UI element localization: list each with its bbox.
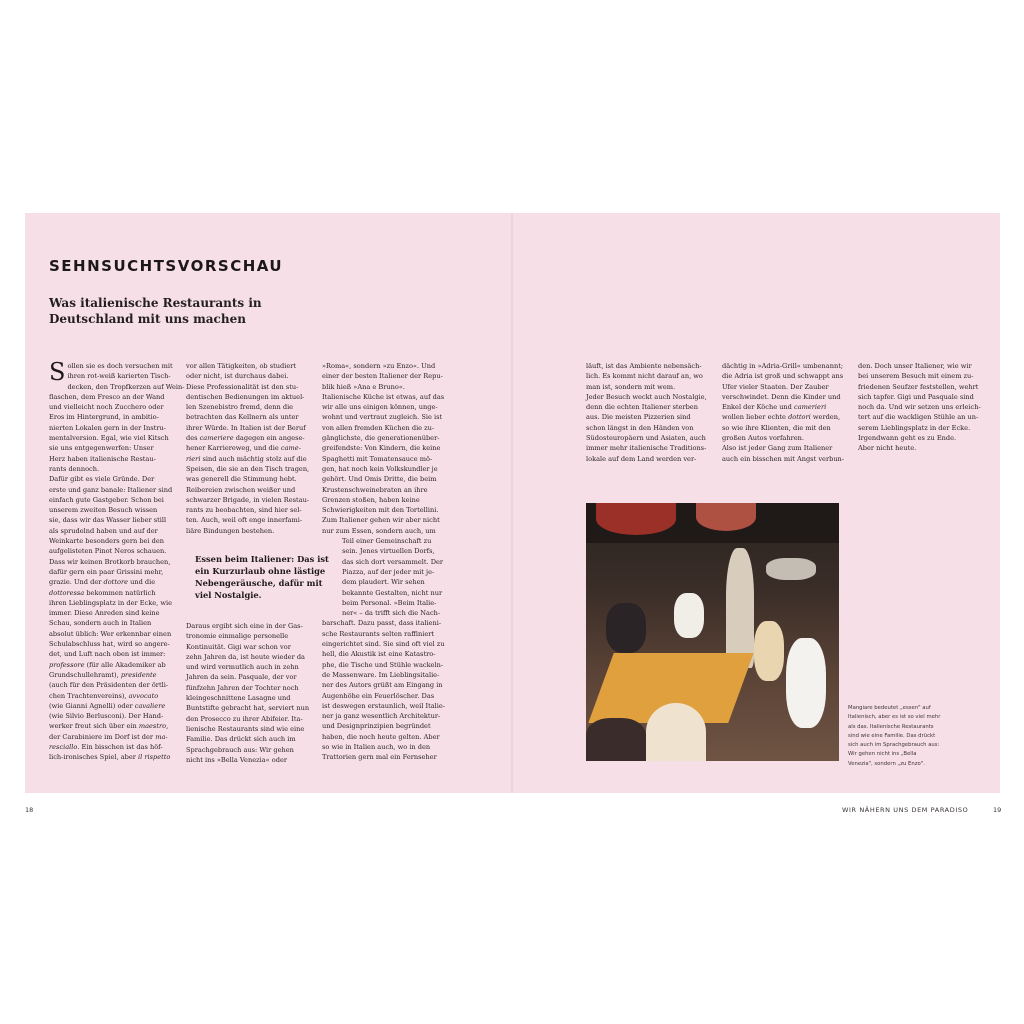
text-line: und Designprinzipien begründet xyxy=(322,722,431,731)
text-line: lich-ironisches Spiel, aber il rispetto xyxy=(49,753,171,762)
text-line: Teil einer Gemeinschaft zu xyxy=(342,537,432,546)
text-line: »Roma«, sondern »zu Enzo«. Und xyxy=(322,362,436,370)
text-line: ner ja ganz wesentlich Architektur- xyxy=(322,712,441,721)
text-column-5 xyxy=(722,361,845,464)
text-line: Trattorien gern mal ein Fernseher xyxy=(322,753,437,762)
text-line: auch ein bisschen mit Angst verbun- xyxy=(722,454,845,463)
text-line: ten. Auch, weil oft enge innerfami- xyxy=(186,516,303,525)
text-line: aufgelisteten Pinot Neros schauen. xyxy=(49,547,167,556)
text-line: gen, hat noch kein Volkskundler je xyxy=(322,464,438,473)
text-line: sie uns entgegenwerfen: Unser xyxy=(49,444,154,453)
text-line: dafür gern ein paar Grissini mehr, xyxy=(49,567,164,576)
text-line: immer. Diese Anreden sind keine xyxy=(49,609,160,618)
text-line: und wird vermutlich auch in zehn xyxy=(186,663,299,672)
text-line: wir alle uns einigen können, unge- xyxy=(322,403,438,412)
text-line: Ufer vieler Staaten. Der Zauber xyxy=(722,382,829,391)
text-line: Reibereien zwischen weißer und xyxy=(186,485,296,494)
text-line: fünfzehn Jahren der Tochter noch xyxy=(186,683,299,692)
page-number-left: 18 xyxy=(25,806,34,814)
text-line: Italienisch, aber es ist so viel mehr xyxy=(848,714,941,721)
running-head: WIR NÄHERN UNS DEM PARADISO xyxy=(842,806,969,814)
text-line: eingerichtet sind. Sie sind oft viel zu xyxy=(322,640,445,649)
text-line: rants zu beobachten, sind hier sel- xyxy=(186,506,302,515)
text-line: ist deswegen erstaunlich, weil Italie- xyxy=(322,701,446,710)
text-line: liäre Bindungen bestehen. xyxy=(186,526,275,535)
text-line: des cameriere dagegen ein angese- xyxy=(186,434,305,443)
text-line: vor allen Tätigkeiten, ob studiert xyxy=(186,362,297,370)
text-line: lokale auf dem Land werden ver- xyxy=(586,454,697,463)
text-line: (wie Silvio Berlusconi). Der Hand- xyxy=(49,712,164,721)
text-line: nierten Lokalen gern in der Instru- xyxy=(49,423,166,432)
text-line: tronomie einmalige personelle xyxy=(186,632,289,641)
text-line: viel Nostalgie. xyxy=(195,590,262,600)
text-line: Schwierigkeiten mit den Tortellini. xyxy=(322,506,439,515)
text-line: die Adria ist groß und schwappt ans xyxy=(722,372,844,381)
text-column-6 xyxy=(858,361,981,454)
text-column-2 xyxy=(186,361,309,536)
text-line: verschwindet. Denn die Kinder und xyxy=(722,392,841,401)
text-line: Grenzen stoßen, haben keine xyxy=(322,495,420,504)
text-line: Essen beim Italiener: Das ist xyxy=(195,554,329,564)
text-line: mentalversion. Egal, wie viel Kitsch xyxy=(49,434,169,443)
text-line: was generell die Stimmung hebt. xyxy=(186,475,297,484)
text-line: absolut üblich: Wer erkennbar einen xyxy=(49,629,172,638)
text-line: Daraus ergibt sich eine in der Gas- xyxy=(186,622,303,630)
text-line: flaschen, dem Fresco an der Wand xyxy=(49,392,165,401)
text-line: Eros im Hintergrund, in ambitio- xyxy=(49,413,159,422)
restaurant-photo xyxy=(586,503,839,761)
text-line: beim Personal. »Beim Italie- xyxy=(342,598,437,607)
text-line: ihrer Würde. In Italien ist der Beruf xyxy=(186,423,306,432)
text-line: bekannte Gestalten, nicht nur xyxy=(342,588,443,597)
text-line: Diese Professionalität ist den stu- xyxy=(186,382,299,391)
text-line: phe, die Tische und Stühle wackeln- xyxy=(322,660,444,669)
text-line: Irgendwann geht es zu Ende. xyxy=(858,434,957,443)
text-line: so wie in Italien auch, wo in den xyxy=(322,742,431,751)
text-line: von allen fremden Küchen die zu- xyxy=(322,423,435,432)
text-line: sich tapfer. Gigi und Pasquale sind xyxy=(858,392,974,401)
text-line: Schulabschluss hat, wird so angere- xyxy=(49,640,170,649)
text-line: Aber nicht heute. xyxy=(858,444,917,453)
drop-cap: S xyxy=(49,358,66,386)
text-line: ner des Autors grüßt am Eingang in xyxy=(322,681,443,690)
text-line: sein. Jenes virtuellen Dorfs, xyxy=(342,547,435,556)
text-line: sie, dass wir das Wasser lieber still xyxy=(49,516,167,525)
text-line: chen Trachtenvereins), avvocato xyxy=(49,691,159,700)
text-line: schon längst in den Händen von xyxy=(586,423,694,432)
text-line: Grundschullehramt), presidente xyxy=(49,670,157,679)
text-line: ein Kurzurlaub ohne lästige xyxy=(195,566,326,576)
text-line: rieri sind auch mächtig stolz auf die xyxy=(186,454,307,463)
text-line: werker freut sich über ein maestro, xyxy=(49,722,169,731)
text-line: rants dennoch. xyxy=(49,464,100,473)
text-line: Familie. Das drückt sich auch im xyxy=(186,735,296,744)
text-line: ner« – da trifft sich die Nach- xyxy=(342,609,441,618)
text-line: (wie Gianni Agnelli) oder cavaliere xyxy=(49,701,166,710)
text-line: len Szenebistro fremd, denn die xyxy=(186,403,294,412)
text-line: bei unserem Besuch mit einem zu- xyxy=(858,372,974,381)
text-line: Nebengeräusche, dafür mit xyxy=(195,578,323,588)
article-subheading: Was italienische Restaurants in Deutschland mit uns machen xyxy=(49,296,262,326)
text-line: Zum Italiener gehen wir aber nicht xyxy=(322,516,440,525)
article-heading: SEHNSUCHTSVORSCHAU xyxy=(49,257,284,275)
text-line: Venezia", sondern „zu Enzo". xyxy=(848,760,925,767)
text-line: dentischen Bedienungen im aktuel- xyxy=(186,392,305,401)
text-column-1 xyxy=(49,358,185,763)
text-line: nur zum Essen, sondern auch, um xyxy=(322,526,436,535)
text-column-4 xyxy=(586,361,709,464)
text-line: einer der besten Italiener der Repu- xyxy=(322,372,443,381)
photo-caption xyxy=(848,704,983,769)
text-line: dottoressa bekommen natürlich xyxy=(49,588,156,597)
page-number-right: 19 xyxy=(993,806,1002,814)
text-line: gänglichste, die generationenüber- xyxy=(322,434,440,443)
text-line: Also ist jeder Gang zum Italiener xyxy=(722,444,833,453)
text-line: so wie ihre Klienten, die mit den xyxy=(722,423,831,432)
text-line: Italienische Küche ist etwas, auf das xyxy=(322,392,445,401)
text-line: der Carabiniere im Dorf ist der ma- xyxy=(49,732,168,741)
text-line: Kontinuität. Gigi war schon vor xyxy=(186,642,291,651)
text-line: immer mehr italienische Traditions- xyxy=(586,444,707,453)
text-line: wohnt und vertraut zugleich. Sie ist xyxy=(322,413,443,422)
text-line: den Prosecco zu ihrer Abifeier. Ita- xyxy=(186,714,303,723)
text-line: Mangiare bedeutet „essen" auf xyxy=(848,705,931,711)
text-line: nicht ins »Bella Venezia« oder xyxy=(186,755,287,764)
text-line: decken, den Tropfkerzen auf Wein- xyxy=(67,382,185,391)
text-line: greifendste: Von Kindern, die keine xyxy=(322,444,441,453)
text-line: Wir gehen nicht ins „Bella xyxy=(848,751,917,758)
text-line: unserem zweiten Besuch wissen xyxy=(49,506,158,515)
text-line: ihren rot-weiß karierten Tisch- xyxy=(67,372,171,381)
text-line: als das. Italienische Restaurants xyxy=(848,723,934,730)
pull-quote xyxy=(195,553,329,601)
text-line: de Massenware. Im Lieblingsitalie- xyxy=(322,670,440,679)
text-line: lich. Es kommt nicht darauf an, wo xyxy=(586,372,703,381)
text-line: resciallo. Ein bisschen ist das höf- xyxy=(49,742,163,751)
text-line: Herz haben italienische Restau- xyxy=(49,454,156,463)
spine-gutter xyxy=(511,213,513,793)
text-line: kleingeschnittene Lasagne und xyxy=(186,694,291,703)
text-line: läuft, ist das Ambiente nebensäch- xyxy=(586,362,702,370)
text-line: schwarzer Brigade, in vielen Restau- xyxy=(186,495,310,504)
text-line: man ist, sondern mit wem. xyxy=(586,382,676,391)
text-line: dächtig in »Adria-Grill« umbenannt; xyxy=(722,362,844,370)
text-line: lienische Restaurants sind wie eine xyxy=(186,724,305,733)
text-line: Spaghetti mit Tomatensauce mö- xyxy=(322,454,433,463)
text-line: Schau, sondern auch in Italien xyxy=(49,619,152,628)
text-line: Dafür gibt es viele Gründe. Der xyxy=(49,475,155,484)
text-line: wollen lieber echte dottori werden, xyxy=(722,413,841,422)
text-line: (auch für den Präsidenten der örtli- xyxy=(49,681,169,690)
text-line: denn die echten Italiener sterben xyxy=(586,403,698,412)
text-column-2-continued xyxy=(186,621,309,765)
text-line: gehört. Und Omis Dritte, die beim xyxy=(322,475,437,484)
text-line: professore (für alle Akademiker ab xyxy=(49,660,166,669)
text-line: grazie. Und der dottore und die xyxy=(49,578,156,587)
text-line: und vielleicht noch Zucchero oder xyxy=(49,403,164,412)
text-line: den. Doch unser Italiener, wie wir xyxy=(858,362,972,370)
text-column-3 xyxy=(322,361,445,763)
text-line: sche Restaurants selten raffiniert xyxy=(322,629,435,638)
text-line: Krustenschweinebraten an ihre xyxy=(322,485,428,494)
text-line: Enkel der Köche und camerieri xyxy=(722,403,827,412)
text-line: großen Autos vorfahren. xyxy=(722,434,804,443)
text-line: Buntstifte gebracht hat, serviert nun xyxy=(186,704,310,713)
text-line: Jahren da sein. Pasquale, der vor xyxy=(186,673,297,682)
text-line: barschaft. Dazu passt, dass italieni- xyxy=(322,619,442,628)
text-line: als sprudelnd haben und auf der xyxy=(49,526,158,535)
text-line: aus. Die meisten Pizzerien sind xyxy=(586,413,691,422)
text-line: blik hieß »Ana e Bruno«. xyxy=(322,382,405,391)
text-line: Speisen, die sie an den Tisch tragen, xyxy=(186,464,310,473)
text-line: das sich dort versammelt. Der xyxy=(342,557,444,566)
text-line: zehn Jahren da, ist heute wieder da xyxy=(186,652,305,661)
text-line: ihren Lieblingsplatz in der Ecke, wie xyxy=(49,598,172,607)
text-line: betrachten das Kellnern als unter xyxy=(186,413,299,422)
text-line: noch da. Und wir setzen uns erleich- xyxy=(858,403,981,412)
text-line: Weinkarte besonders gern bei den xyxy=(49,537,165,546)
text-line: haben, die noch heute gelten. Aber xyxy=(322,732,440,741)
text-line: sich auch im Sprachgebrauch aus: xyxy=(848,742,940,749)
text-line: serem Lieblingsplatz in der Ecke. xyxy=(858,423,971,432)
text-line: Dass wir keinen Brotkorb brauchen, xyxy=(49,557,171,566)
text-line: Sprachgebrauch aus: Wir gehen xyxy=(186,745,294,754)
text-line: einfach gute Gastgeber. Schon bei xyxy=(49,495,164,504)
text-line: Augenhöhe ein Feuerlöscher. Das xyxy=(322,691,435,700)
text-line: det, und Luft nach oben ist immer: xyxy=(49,650,166,659)
text-line: hell, die Akustik ist eine Katastro- xyxy=(322,650,436,659)
text-line: hener Karriereweg, und die came- xyxy=(186,444,301,453)
text-line: Piazza, auf der jeder mit je- xyxy=(342,567,435,576)
text-line: erste und ganz banale: Italiener sind xyxy=(49,485,173,494)
text-line: friedenen Seufzer feststellen, wehrt xyxy=(858,382,979,391)
text-line: Jeder Besuch weckt auch Nostalgie, xyxy=(586,392,707,401)
text-line: ollen sie es doch versuchen mit xyxy=(67,362,173,370)
text-line: oder nicht, ist durchaus dabei. xyxy=(186,372,289,381)
text-line: sind wie eine Familie. Das drückt xyxy=(848,732,936,739)
text-line: dem plaudert. Wir sehen xyxy=(342,578,425,587)
text-line: tert auf die wackligen Stühle an un- xyxy=(858,413,979,422)
text-line: Südosteuropäern und Asiaten, auch xyxy=(586,434,706,443)
